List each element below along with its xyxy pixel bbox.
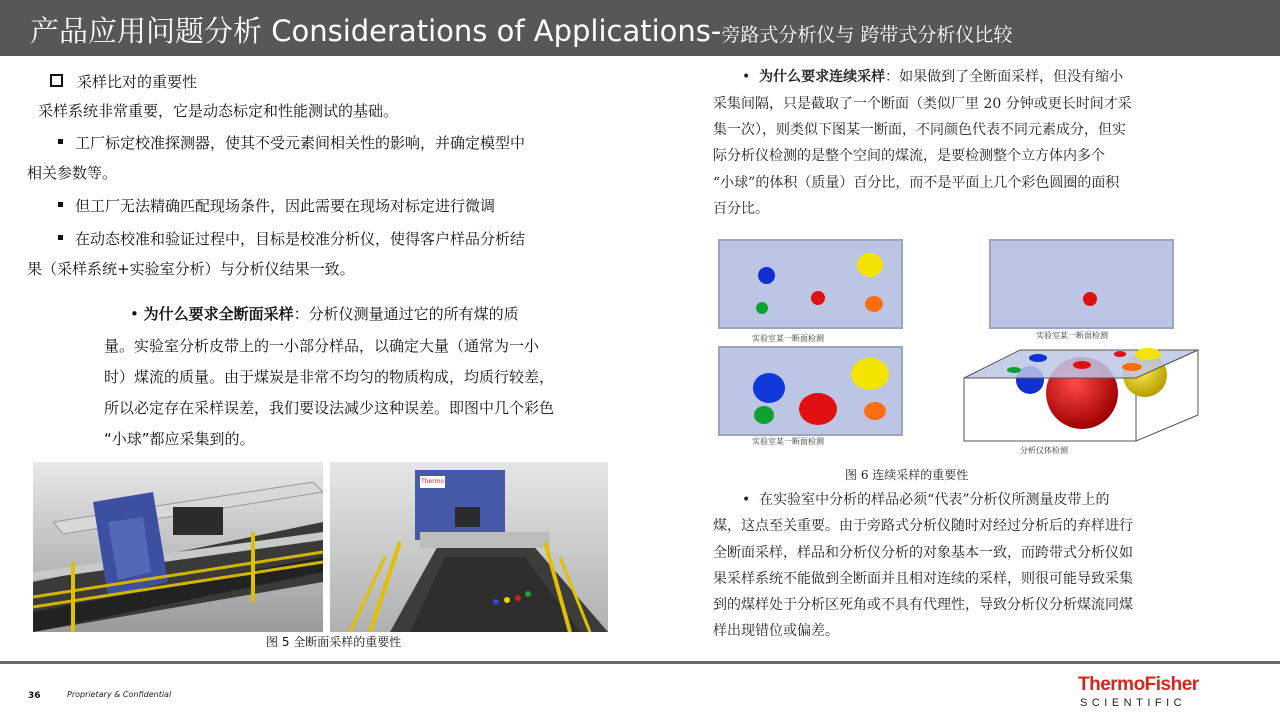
ball-green: [754, 406, 774, 424]
ball-orange: [864, 402, 886, 420]
page-number: 36: [28, 691, 41, 701]
analyzer-volume-diagram: [960, 345, 1200, 443]
question-2-line5: “小球”的体积（质量）百分比，而不是平面上几个彩色圆圈的面积: [713, 175, 1120, 191]
figure-5-caption: 图 5 全断面采样的重要性: [266, 635, 402, 649]
question-2: [742, 66, 1123, 86]
paragraph-2-line5: 到的煤样处于分析区死角或不具有代理性，导致分析仪分析煤流同煤: [713, 597, 1133, 613]
ball-red: [1083, 292, 1097, 306]
bullet-icon: [58, 139, 63, 144]
figure-6-caption: 图 6 连续采样的重要性: [845, 468, 969, 482]
sampler-illustration-1: [33, 462, 323, 632]
paragraph-2-line4: 果采样系统不能做到全断面并且相对连续的采样，则很可能导致采集: [713, 571, 1133, 587]
panel-3-caption: 实验室某一断面检测: [752, 437, 824, 446]
paragraph-2: [742, 489, 1110, 509]
bullet-icon: •: [742, 492, 760, 508]
paragraph-2-line3: 全断面采样，样品和分析仪分析的对象基本一致，而跨带式分析仪如: [713, 545, 1133, 561]
title-main: 产品应用问题分析 Considerations of Applications-: [30, 14, 722, 48]
paragraph-2-line1: 在实验室中分析的样品必须“代表”分析仪所测量皮带上的: [759, 492, 1110, 508]
ball-red: [799, 393, 837, 425]
question-1: [130, 303, 519, 324]
ball-blue: [758, 267, 775, 284]
photo-brand-label: Thermo: [420, 478, 445, 485]
ball-yellow: [851, 358, 889, 390]
section-heading: 采样比对的重要性: [77, 73, 198, 91]
ball-red: [811, 291, 825, 305]
footer-divider: [0, 661, 1280, 664]
question-2-bold: 为什么要求连续采样: [759, 69, 886, 85]
paragraph-2-line6: 样出现错位或偏差。: [713, 623, 839, 639]
slide-title: [30, 9, 1012, 50]
question-1-line4: 所以必定存在采样误差，我们要设法减少这种误差。即图中几个彩色: [104, 399, 555, 417]
bullet-3-cont: 果（采样系统+实验室分析）与分析仪结果一致。: [27, 260, 355, 278]
ball-blue: [753, 373, 785, 403]
question-2-line4: 际分析仪检测的是整个空间的煤流，是要检测整个立方体内多个: [713, 148, 1105, 164]
sampler-illustration-2: [330, 462, 608, 632]
bullet-2: [58, 195, 495, 216]
bullet-icon: •: [130, 305, 144, 323]
question-1-line5: “小球”都应采集到的。: [104, 430, 255, 448]
question-1-line3: 时）煤流的质量。由于煤炭是非常不均匀的物质构成，均质行较差，: [104, 368, 555, 386]
panel-1-caption: 实验室某一断面检测: [752, 334, 824, 343]
cross-section-panel-3: [718, 346, 903, 436]
title-bar: [0, 0, 1280, 56]
confidential-note: Proprietary & Confidential: [67, 690, 172, 699]
bullet-2-text: 但工厂无法精确匹配现场条件，因此需要在现场对标定进行微调: [75, 197, 496, 215]
ball-green: [756, 302, 768, 314]
question-2-line3: 集一次），则类似下图某一断面，不同颜色代表不同元素成分，但实: [713, 122, 1126, 138]
bullet-icon: •: [742, 69, 760, 85]
paragraph-2-line2: 煤，这点至关重要。由于旁路式分析仪随时对经过分析后的弃样进行: [713, 518, 1133, 534]
bullet-1-text: 工厂标定校准探测器，使其不受元素间相关性的影响，并确定模型中: [75, 134, 526, 152]
panel-4-caption: 分析仪体检测: [1020, 446, 1068, 455]
question-1-bold: 为什么要求全断面采样: [143, 305, 294, 323]
panel-2-caption: 实验室某一断面检测: [1036, 331, 1108, 340]
sampler-photo-2: [330, 462, 608, 632]
title-subtitle: 旁路式分析仪与 跨带式分析仪比较: [721, 24, 1013, 46]
intro-text: 采样系统非常重要，它是动态标定和性能测试的基础。: [38, 102, 399, 120]
bullet-3-text: 在动态校准和验证过程中，目标是校准分析仪，使得客户样品分析结: [75, 230, 526, 248]
square-bullet-icon: [50, 74, 63, 87]
question-2-line2: 采集间隔，只是截取了一个断面（类似厂里 20 分钟或更长时间才采: [713, 96, 1132, 112]
bullet-1: [58, 132, 525, 153]
brand-logo-subtitle: SCIENTIFIC: [1080, 697, 1187, 709]
question-2-text: ：如果做到了全断面采样，但没有缩小: [885, 69, 1124, 85]
bullet-icon: [58, 202, 63, 207]
brand-logo-wordmark: ThermoFisher: [1078, 674, 1199, 695]
heading-row: [50, 71, 197, 92]
bullet-icon: [58, 235, 63, 240]
cross-section-panel-2: [989, 239, 1174, 329]
ball-yellow: [857, 253, 883, 277]
question-1-line2: 量。实验室分析皮带上的一小部分样品，以确定大量（通常为一小: [104, 337, 540, 355]
question-1-text: ：分析仪测量通过它的所有煤的质: [293, 305, 519, 323]
question-2-line6: 百分比。: [713, 201, 769, 217]
bullet-1-cont: 相关参数等。: [27, 164, 118, 182]
bullet-3: [58, 228, 525, 249]
sampler-photo-1: [33, 462, 323, 632]
cross-section-panel-1: [718, 239, 903, 329]
ball-orange: [865, 296, 883, 312]
